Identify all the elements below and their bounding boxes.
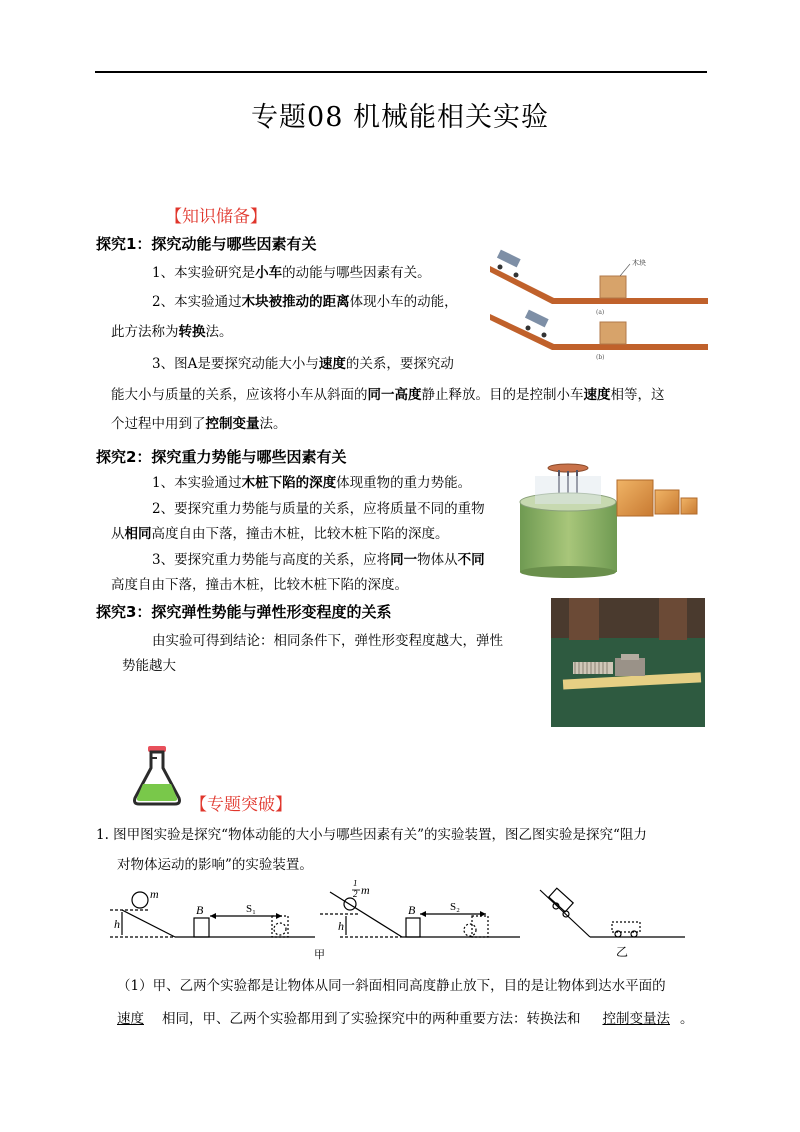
breakthrough-heading: 【专题突破】 (190, 795, 292, 815)
label-m2: m (361, 883, 370, 897)
flask-icon (131, 744, 183, 806)
label-half-den: 2 (353, 889, 358, 899)
label-yi: 乙 (616, 945, 629, 959)
caption-b: (b) (596, 354, 605, 361)
label-b: B (196, 903, 204, 917)
label-jia: 甲 (314, 948, 325, 961)
label-h: h (114, 917, 120, 931)
q1-line2: 对物体运动的影响”的实验装置。 (117, 857, 313, 873)
caption-a: (a) (596, 309, 605, 316)
s1-line4: 3、图A是要探究动能大小与速度的关系，要探究动 (152, 356, 454, 372)
s1-line2: 2、本实验通过木块被推动的距离体现小车的动能， (152, 294, 458, 310)
s1-line3: 此方法称为转换法。 (111, 324, 233, 340)
s2-line5: 高度自由下落，撞击木桩，比较木桩下陷的深度。 (111, 577, 408, 593)
q1-part1-line1: （1）甲、乙两个实验都是让物体从同一斜面相同高度静止放下，目的是让物体到达水平面的 (117, 978, 666, 994)
section2-title: 探究2：探究重力势能与哪些因素有关 (96, 448, 347, 466)
label-s1: S₁ (246, 903, 256, 915)
answer-blank-1: 速度 (117, 1011, 144, 1027)
s3-line1: 由实验可得到结论：相同条件下，弹性形变程度越大，弹性 (152, 633, 503, 649)
page-title: 专题08 机械能相关实验 (251, 102, 549, 133)
q1-part1-line2: 速度 相同，甲、乙两个实验都用到了实验探究中的两种重要方法：转换法和 控制变量法 。 (117, 1011, 694, 1027)
kinetic-energy-ramp-figure (488, 248, 710, 363)
label-half-num: 1 (353, 880, 358, 888)
label-m: m (150, 887, 159, 901)
label-b2: B (408, 903, 416, 917)
s1-line1: 1、本实验研究是小车的动能与哪些因素有关。 (152, 265, 431, 281)
s1-line6: 个过程中用到了控制变量法。 (111, 416, 287, 432)
block-label: 木块 (632, 259, 646, 267)
q1-line1: 1. 图甲图实验是探究“物体动能的大小与哪些因素有关”的实验装置，图乙图实验是探究“阻力 (96, 827, 647, 843)
s2-line1: 1、本实验通过木桩下陷的深度体现重物的重力势能。 (152, 475, 472, 491)
elastic-potential-photo (551, 598, 705, 727)
s2-line2: 2、要探究重力势能与质量的关系，应将质量不同的重物 (152, 501, 485, 517)
s2-line4: 3、要探究重力势能与高度的关系，应将同一物体从不同 (152, 552, 485, 568)
s2-line3: 从相同高度自由下落，撞击木桩，比较木桩下陷的深度。 (111, 526, 449, 542)
label-h2: h (338, 919, 344, 933)
header-rule (95, 71, 707, 73)
knowledge-heading: 【知识储备】 (165, 207, 267, 227)
label-s2: S₂ (450, 901, 460, 913)
section3-title: 探究3：探究弹性势能与弹性形变程度的关系 (96, 603, 392, 621)
section1-title: 探究1：探究动能与哪些因素有关 (96, 235, 317, 253)
answer-blank-2: 控制变量法 (602, 1011, 670, 1027)
s1-line5: 能大小与质量的关系，应该将小车从斜面的同一高度静止释放。目的是控制小车速度相等，这 (111, 387, 665, 403)
gravitational-potential-figure (515, 458, 710, 578)
s3-line2: 势能越大 (122, 658, 176, 674)
q1-experiment-figure (110, 880, 700, 970)
